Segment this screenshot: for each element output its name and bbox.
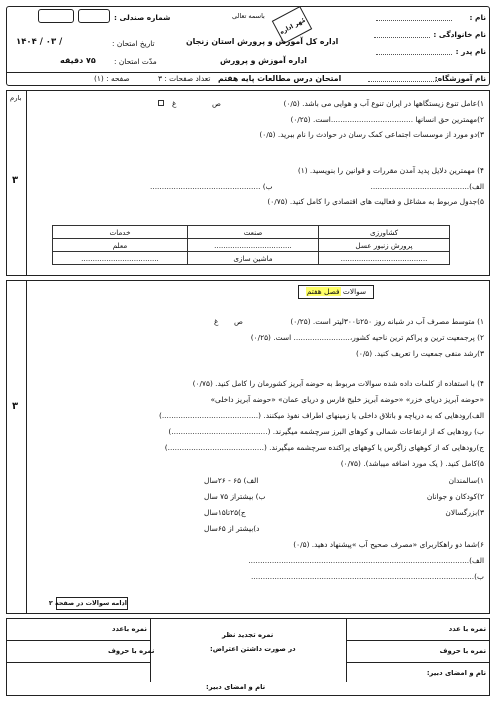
seat-box-1: [78, 9, 110, 23]
footer-signature2-label: نام و امضای دبیر:: [206, 683, 266, 691]
s2-q5-right-2: ۲)کودکان و جوانان: [426, 492, 484, 501]
table-cell: پرورش زنبور عسل: [319, 239, 450, 252]
s1-q1-text: ۱)عامل تنوع زیستگاهها در ایران تنوع آب و هوایی می باشد. (۰/۵): [283, 99, 484, 108]
s1-q4-answer-a[interactable]: الف)..........................................: [370, 182, 484, 191]
continue-note: ادامه سوالات در صفحه ۲: [48, 599, 127, 607]
table-cell-blank[interactable]: ..................................: [53, 252, 188, 265]
footer-score-letters-label: نمره با حروف: [439, 647, 486, 655]
page-label: صفحه : (۱): [94, 74, 130, 83]
s2-q5-left-a: الف) ۶۵ - ۲۶سال: [204, 476, 259, 485]
table-cell-blank[interactable]: ..................................: [188, 239, 319, 252]
table-header-cell: صنعت: [188, 226, 319, 239]
duration-label: مدّت امتحان :: [114, 57, 157, 66]
s2-q1-true-option[interactable]: ص: [234, 317, 243, 326]
s1-q3-text: ۳)دو مورد از موسسات اجتماعی کمک رسان در حوادث را نام ببرید. (۰/۵): [259, 130, 484, 139]
family-label: نام خانوادگی :: [433, 30, 486, 39]
duration-value: ۷۵ دقیقه: [60, 56, 96, 65]
table-header-row: [53, 226, 450, 239]
father-label: نام پدر :: [455, 47, 486, 56]
table-row: [53, 252, 450, 265]
table-row: [53, 239, 450, 252]
s1-q1-true-option[interactable]: ص: [212, 99, 221, 108]
s1-q2-text: ۲)مهمترین حق انسانها ...................................است. (۰/۲۵): [290, 115, 484, 124]
s2-q6-text: ۶)شما دو راهکاربرای «مصرف صحیح آب »پیشنهاد دهید. (۰/۵): [293, 540, 484, 549]
s2-q6-answer-a[interactable]: الف)..............................................................................................: [248, 556, 484, 565]
seal-text: مُهر اداره: [278, 16, 307, 36]
s2-q1-false-option[interactable]: غ: [214, 317, 219, 326]
org-line1: اداره کل آموزش و پرورش استان زنجان: [186, 37, 339, 46]
table-cell-blank[interactable]: ......................................: [319, 252, 450, 265]
god-name: باسمه تعالی: [232, 12, 265, 20]
org-line2: اداره آموزش و پرورش: [220, 56, 307, 65]
exam-title: امتحان درس مطالعات پایه هفتم: [218, 74, 342, 83]
s2-q1-text: ۱) متوسط مصرف آب در شبانه روز ۲۵۰تا۳۰۰لیتر است. (۰/۲۵): [290, 317, 484, 326]
s2-q4-c[interactable]: ج)رودهایی که از کوههای زاگرس یا کوههای پراکنده سرچشمه میگیرند. (.........................................): [164, 443, 484, 452]
footer-score-number2-label: نمره باعدد: [112, 625, 147, 633]
footer-review-title: نمره تجدید نظر: [222, 631, 274, 639]
s2-q4-words: «حوضه آبریز دریای خزر» «حوضه آبریز خلیج فارس و دریای عمان» «حوضه آبریز داخلی»: [210, 395, 484, 404]
s2-q4-text: ۴) با استفاده از کلمات داده شده سوالات مربوط به حوضه آبریز کشورمان را کامل کنید. (۰/۷۵): [192, 379, 484, 388]
s1-q5-text: ۵)جدول مربوط به مشاغل و فعالیت های اقتصادی را کامل کنید. (۰/۷۵): [267, 197, 484, 206]
date-value: / ۰۳ / ۱۴۰۴: [16, 37, 63, 47]
s2-q5-text: ۵)کامل کنید. ( یک مورد اضافه میباشد). (۰/۷۵): [340, 459, 484, 468]
table-cell: معلم: [53, 239, 188, 252]
s2-q3-text: ۳)رشد منفی جمعیت را تعریف کنید. (۰/۵): [355, 349, 484, 358]
s1-q1-false-option[interactable]: غ: [172, 99, 177, 108]
s2-q5-left-b: ب) بیشتراز ۷۵ سال: [204, 492, 266, 501]
s2-q5-right-3: ۳)بزرگسالان: [445, 508, 484, 517]
seat-label: شماره صندلی :: [114, 13, 171, 22]
section2-heading-prefix: سوالات: [342, 287, 367, 296]
s2-q6-answer-b[interactable]: ب)...............................................................................................: [250, 572, 484, 581]
section2-score: ۳: [12, 401, 19, 412]
footer-review-subtitle: در صورت داشتن اعتراض:: [210, 645, 296, 653]
s1-q4-text: ۴) مهمترین دلایل پدید آمدن مقررات و قوانین را بنویسید. (۱): [297, 166, 484, 175]
s1-q4-answer-b[interactable]: ب) ...............................................: [150, 182, 273, 191]
s2-q5-left-c: ج)۲۵تا۱۵سال: [204, 508, 246, 517]
section2-heading-highlight: فصل هفتم: [306, 287, 340, 296]
s2-q5-left-d: د)بیشتر از ۶۵سال: [204, 524, 260, 533]
jobs-table: [52, 225, 450, 265]
table-cell: ماشین سازی: [188, 252, 319, 265]
s1-q1-checkbox[interactable]: [158, 100, 164, 106]
footer-score-letters2-label: نمره با حروف: [108, 647, 155, 655]
pages-label: تعداد صفحات : ۳: [158, 74, 211, 83]
seat-box-2: [38, 9, 74, 23]
score-column-label: بارم: [10, 94, 22, 102]
footer-signature-label: نام و امضای دبیر:: [426, 669, 486, 677]
section2-heading: [298, 285, 374, 299]
table-header-cell: کشاورزی: [319, 226, 450, 239]
continue-note-box: [48, 597, 128, 610]
s2-q4-b[interactable]: ب) رودهایی که از ارتفاعات شمالی و کوهای البرز سرچشمه میگیرند. (.........................................): [168, 427, 484, 436]
school-label: نام آموزشگاه:: [434, 74, 486, 83]
footer-score-number-label: نمره با عدد: [448, 625, 486, 633]
date-label: تاریخ امتحان :: [112, 39, 155, 48]
table-header-cell: خدمات: [53, 226, 188, 239]
name-label: نام :: [469, 13, 486, 22]
s2-q5-right-1: ۱)سالمندان: [448, 476, 484, 485]
section1-score: ۳: [12, 175, 19, 186]
s2-q4-a[interactable]: الف)رودهایی که به دریاچه و باتلاق داخلی یا زمینهای اطراف نفوذ میکنند. (.........................................): [158, 411, 484, 420]
s2-q2-text: ۲) پرجمعیت ترین و پراکم ترین ناحیه کشور،........................ است. (۰/۲۵): [250, 333, 484, 342]
